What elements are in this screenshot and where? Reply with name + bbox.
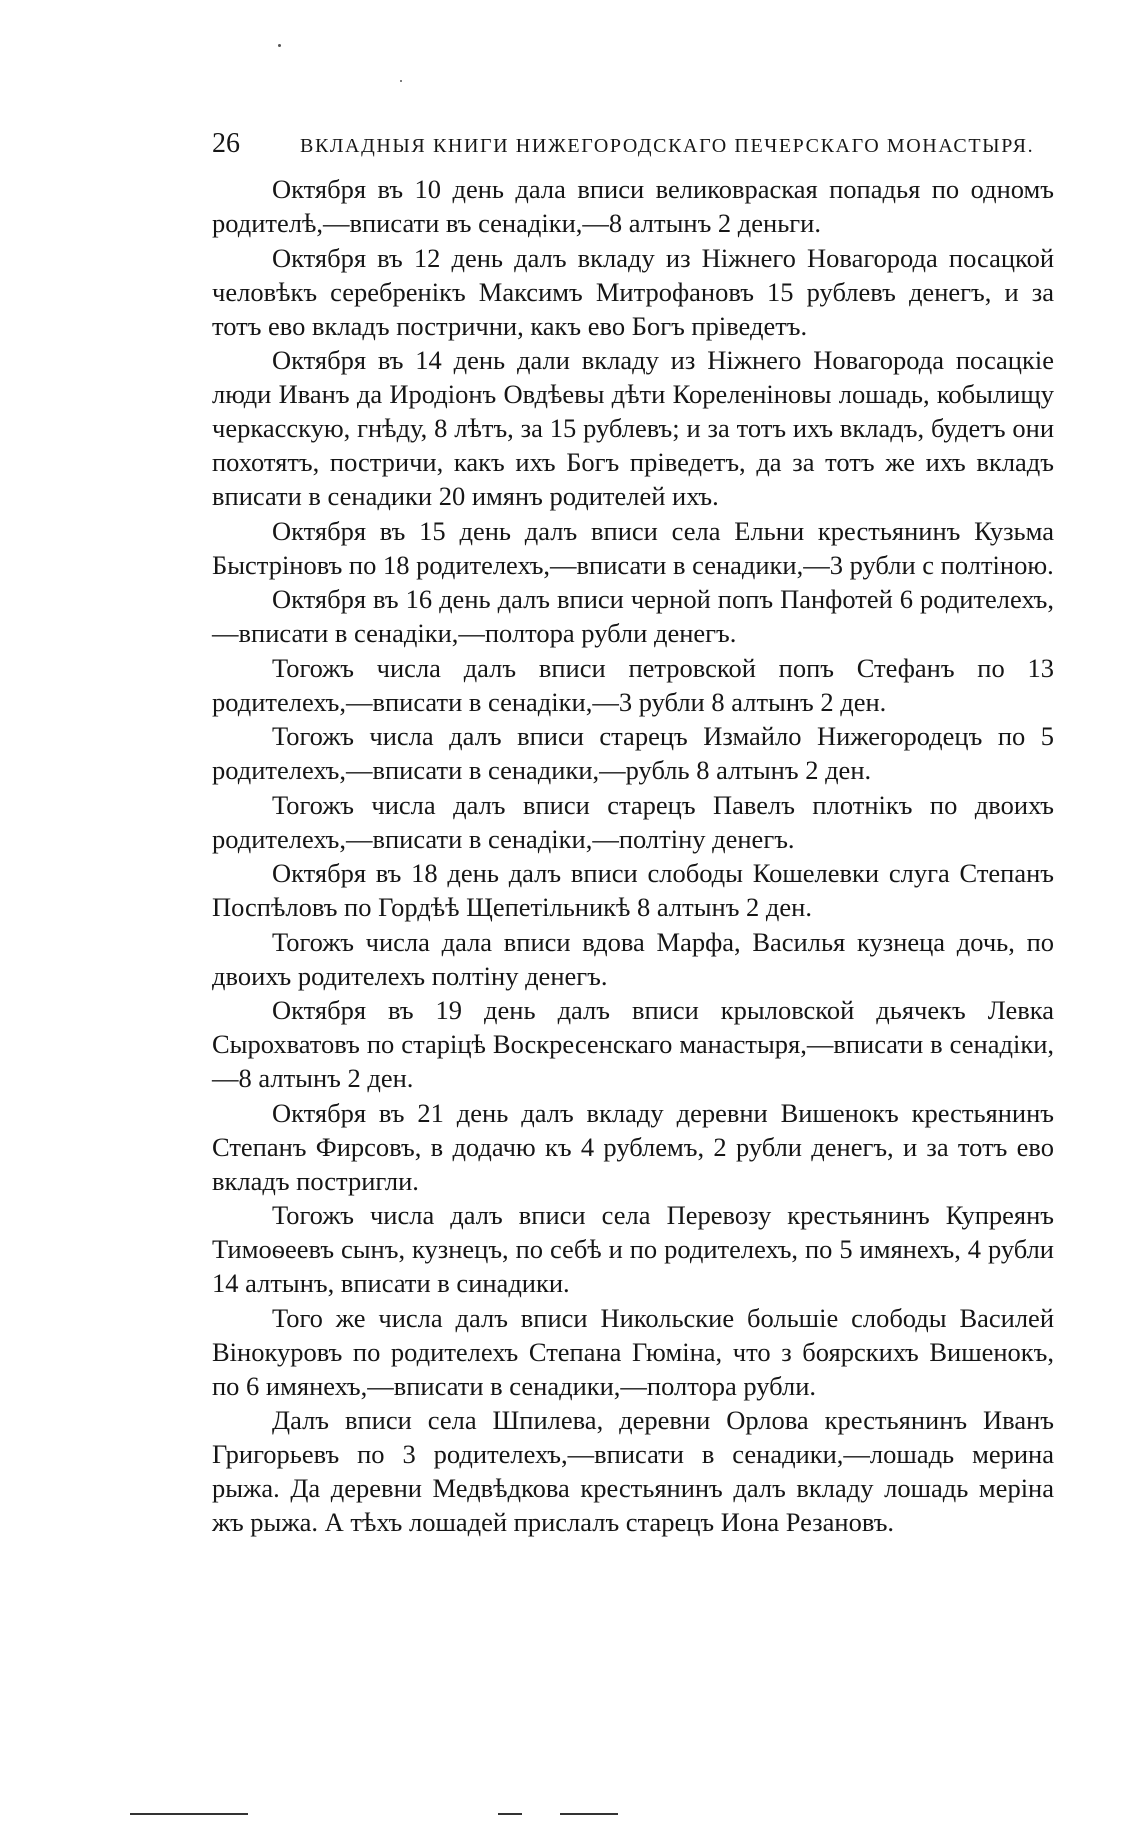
scan-speck <box>400 80 402 82</box>
entry-paragraph: Тогожъ числа далъ вписи старецъ Павелъ плотнікъ по двоихъ родителехъ,—вписати в сенадіки,—полтіну денегъ. <box>212 789 1054 854</box>
entry-paragraph: Октября въ 18 день далъ вписи слободы Кошелевки слуга Степанъ Поспѣловъ по Гордѣѣ Щепетільникѣ 8 алтынъ 2 ден. <box>212 858 1054 922</box>
entry-paragraph: Октября въ 12 день далъ вкладу из Ніжнего Новагорода посацкой человѣкъ серебренікъ Максимъ Митрофановъ 15 рублевъ денегъ, и за тотъ ево вкладъ пострични, какъ ево Богъ пріведетъ. <box>212 242 1054 341</box>
entry-paragraph: Октября въ 19 день далъ вписи крыловской дьячекъ Левка Сырохватовъ по старіцѣ Воскресенскаго манастыря,—вписати в сенадіки,—8 алтынъ 2 ден. <box>212 995 1054 1093</box>
entry-paragraph: Тогожъ числа далъ вписи петровской попъ Стефанъ по 13 родителехъ,—вписати в сенадіки,—3 рубли 8 алтынъ 2 ден. <box>212 652 1054 717</box>
scan-speck <box>278 44 281 47</box>
entry-paragraph: Далъ вписи села Шпилева, деревни Орлова крестьянинъ Иванъ Григорьевъ по 3 родителехъ,—вписати в сенадики,—лошадь мерина рыжа. Да деревни Медвѣдкова крестьянинъ далъ вкладу лошадь меріна жъ рыжа. А тѣхъ лошадей прислалъ старецъ Иона Резановъ. <box>212 1405 1054 1537</box>
entry-paragraph: Того же числа далъ вписи Никольские большіе слободы Василей Вінокуровъ по родителехъ Степана Гюміна, что з боярскихъ Вишенокъ, по 6 имянехъ,—вписати в сенадики,—полтора рубли. <box>212 1302 1054 1401</box>
page-body <box>212 172 1054 1539</box>
entry-paragraph: Октября въ 10 день дала вписи великовраская попадья по одномъ родителѣ,—вписати въ сенадіки,—8 алтынъ 2 деньги. <box>212 174 1054 238</box>
page-header <box>212 124 1054 164</box>
page-number: 26 <box>212 128 240 159</box>
entry-paragraph: Октября въ 15 день далъ вписи села Ельни крестьянинъ Кузьма Быстріновъ по 18 родителехъ,—вписати в сенадики,—3 рубли с полтіною. <box>212 515 1054 580</box>
entry-paragraph: Октября въ 21 день далъ вкладу деревни Вишенокъ крестьянинъ Степанъ Фирсовъ, в додачю къ 4 рублемъ, 2 рубли денегъ, и за тотъ ево вкладъ постригли. <box>212 1097 1054 1196</box>
scan-edge-mark <box>130 1813 248 1815</box>
scan-edge-mark <box>498 1813 522 1815</box>
scan-edge-mark <box>560 1813 618 1815</box>
entry-paragraph: Октября въ 14 день дали вкладу из Ніжнего Новагорода посацкіе люди Иванъ да Иродіонъ Овдѣевы дѣти Кореленіновы лошадь, кобылищу черкасскую, гнѣду, 8 лѣтъ, за 15 рублевъ; и за тотъ ихъ вкладъ, будетъ они похотятъ, постричи, какъ ихъ Богъ пріведетъ, да за тотъ же ихъ вкладъ вписати в сенадики 20 имянъ родителей ихъ. <box>212 345 1054 511</box>
entry-paragraph: Тогожъ числа дала вписи вдова Марфа, Василья кузнеца дочь, по двоихъ родителехъ полтіну денегъ. <box>212 926 1054 991</box>
running-title: ВКЛАДНЫЯ КНИГИ НИЖЕГОРОДСКАГО ПЕЧЕРСКАГО МОНАСТЫРЯ. <box>300 135 1035 157</box>
entry-paragraph: Тогожъ числа далъ вписи села Перевозу крестьянинъ Купреянъ Тимоѳеевъ сынъ, кузнецъ, по себѣ и по родителехъ, по 5 имянехъ, 4 рубли 14 алтынъ, вписати в синадики. <box>212 1200 1054 1298</box>
entry-paragraph: Октября въ 16 день далъ вписи черной попъ Панфотей 6 родителехъ,—вписати в сенадіки,—полтора рубли денегъ. <box>212 584 1054 648</box>
entry-paragraph: Тогожъ числа далъ вписи старецъ Измайло Нижегородецъ по 5 родителехъ,—вписати в сенадики,—рубль 8 алтынъ 2 ден. <box>212 721 1054 785</box>
